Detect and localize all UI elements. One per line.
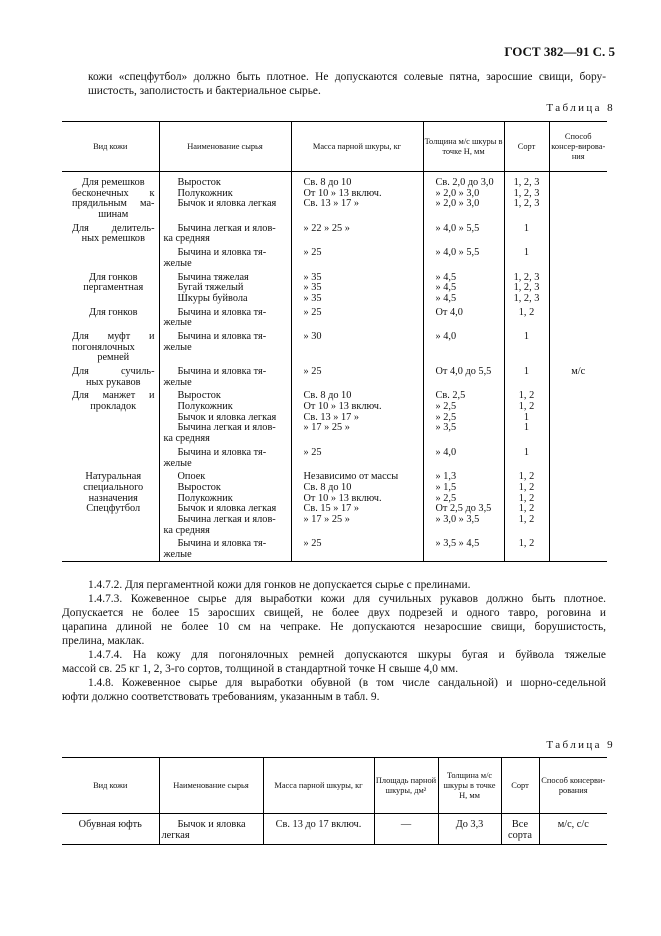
- t8-cell-line: От 4,0 до 5,5: [435, 366, 492, 377]
- th9-thickness: Толщина м/с шкуры в точке Н, мм: [438, 758, 501, 814]
- t9-grade: [501, 814, 539, 845]
- t8-cell-line: желые: [163, 257, 192, 269]
- paragraph: [62, 592, 606, 648]
- t8-cell-mass: [291, 388, 423, 444]
- t8-cell-name: [159, 469, 291, 536]
- intro-line: шистость, заполистость и бактериальное сырье.: [88, 85, 321, 97]
- t8-cell-line: Выросток: [177, 390, 221, 402]
- paragraph: [88, 578, 606, 592]
- t8-cell-line: 1, 2, 3: [513, 271, 540, 283]
- t8-cell-line: » 2,5: [435, 492, 457, 504]
- t8-cell-line: Бычок и яловка легкая: [177, 411, 277, 423]
- t8-cell-line: Для делитель-: [72, 222, 155, 234]
- t8-cell-line: Св. 2,5: [435, 390, 466, 402]
- t8-cell-line: » 3,5 » 4,5: [435, 538, 480, 550]
- table-9: [62, 757, 607, 845]
- t8-cell-mass: [291, 172, 423, 221]
- t8-cell-pres: [549, 172, 607, 221]
- t8-cell-kind: [62, 445, 159, 469]
- t8-cell-line: ных рукавов: [85, 376, 141, 388]
- t8-cell-line: 1, 2, 3: [513, 177, 540, 188]
- t8-cell-line: Натуральная: [85, 471, 142, 483]
- t8-cell-line: » 25: [303, 306, 322, 318]
- t8-cell-line: Бычина и яловка тя-: [177, 366, 267, 377]
- t9-preservation: м/с, с/с: [539, 814, 607, 845]
- t8-cell-line: Полукожник: [177, 492, 233, 504]
- t8-cell-line: Для манжет и: [72, 390, 155, 402]
- t8-cell-line: » 22 » 25 »: [303, 222, 350, 234]
- th9-grade: Сорт: [501, 758, 539, 814]
- t8-cell-pres: [549, 364, 607, 388]
- t8-cell-mass: [291, 221, 423, 245]
- t8-cell-thick: [423, 172, 504, 221]
- t8-cell-line: » 3,0 » 3,5: [435, 513, 480, 525]
- t8-cell-line: Бычина легкая и ялов-: [177, 513, 276, 525]
- t8-cell-line: » 1,5: [435, 481, 457, 493]
- t9-thickness: До 3,3: [438, 814, 501, 845]
- t8-cell-line: » 30: [303, 330, 322, 342]
- t8-cell-name: [159, 445, 291, 469]
- t8-cell-line: бесконечных к: [72, 187, 155, 199]
- t8-cell-line: 1, 2: [518, 492, 535, 504]
- t8-cell-line: » 4,0: [435, 330, 457, 342]
- t8-cell-line: Св. 13 » 17 »: [303, 411, 359, 423]
- t8-cell-line: 1: [523, 411, 530, 423]
- table8-row: [62, 536, 607, 561]
- t8-cell-line: 1, 2, 3: [513, 292, 540, 304]
- t8-cell-thick: [423, 469, 504, 536]
- t8-cell-pres: [549, 445, 607, 469]
- t8-cell-grade: [504, 329, 549, 364]
- t8-cell-line: ка средняя: [163, 233, 210, 245]
- t8-cell-thick: [423, 305, 504, 329]
- intro-paragraph: [88, 70, 606, 98]
- t8-cell-mass: [291, 305, 423, 329]
- t8-cell-line: » 2,5: [435, 411, 457, 423]
- t8-cell-grade: [504, 536, 549, 561]
- th9-name: Наименование сырья: [159, 758, 263, 814]
- t8-cell-line: Бычина и яловка тя-: [177, 247, 267, 259]
- t8-cell-name: [159, 305, 291, 329]
- t8-cell-line: Независимо от массы: [303, 471, 399, 483]
- th-preservation: Способ консер-вирова-ния: [549, 122, 607, 172]
- paragraph-line: 1.4.8. Кожевенное сырье для выработки обувной (в том числе сандальной) и шорно-седельной: [88, 677, 606, 689]
- t8-cell-line: Бычок и яловка легкая: [177, 503, 277, 515]
- t9-area: —: [374, 814, 438, 845]
- t8-cell-thick: [423, 536, 504, 561]
- t8-cell-line: Полукожник: [177, 187, 233, 199]
- t8-cell-line: Бычок и яловка легкая: [177, 198, 277, 210]
- t8-cell-kind: [62, 388, 159, 444]
- t8-cell-line: Св. 8 до 10: [303, 390, 352, 402]
- paragraph-line: Допускается не более 15 заросших свищей, не более двух подрезей и одного тавро, роговина и: [62, 607, 606, 619]
- t8-cell-line: От 10 » 13 включ.: [303, 492, 382, 504]
- t8-cell-kind: [62, 536, 159, 561]
- t8-cell-line: Бычина и яловка тя-: [177, 446, 267, 458]
- t8-cell-line: Св. 13 » 17 »: [303, 198, 359, 210]
- table8-row: [62, 469, 607, 536]
- t8-cell-line: От 10 » 13 включ.: [303, 187, 382, 199]
- t8-cell-line: желые: [163, 317, 192, 329]
- paragraph: [62, 648, 606, 676]
- table9-caption: Таблица 9: [546, 739, 615, 751]
- t8-cell-name: [159, 245, 291, 269]
- t8-cell-line: От 4,0: [435, 306, 463, 318]
- th-thickness: Толщина м/с шкуры в точке Н, мм: [423, 122, 504, 172]
- t8-cell-grade: [504, 388, 549, 444]
- t8-cell-name: [159, 172, 291, 221]
- t8-cell-name: [159, 388, 291, 444]
- t8-cell-line: ремней: [97, 352, 130, 364]
- t8-cell-mass: [291, 469, 423, 536]
- t8-cell-line: Для сучиль-: [72, 366, 155, 377]
- th-grade: Сорт: [504, 122, 549, 172]
- t9-grade-line: Все: [511, 819, 529, 830]
- t8-cell-line: » 25: [303, 538, 322, 550]
- t8-cell-line: Св. 2,0 до 3,0: [435, 177, 494, 188]
- page-header: ГОСТ 382—91 С. 5: [504, 44, 615, 59]
- paragraph-line: 1.4.7.2. Для пергаментной кожи для гонков не допускается сырье с прелинами.: [88, 579, 471, 591]
- t8-cell-pres: [549, 536, 607, 561]
- t8-cell-name: [159, 536, 291, 561]
- paragraph-line: царапина длиной не более 10 см на чепраке. Не допускаются незаросшие свищи, борушистость,: [62, 621, 606, 633]
- t8-cell-line: ка средняя: [163, 524, 210, 536]
- t8-cell-line: 1: [523, 330, 530, 342]
- t8-cell-line: От 2,5 до 3,5: [435, 503, 492, 515]
- t8-cell-grade: [504, 221, 549, 245]
- t8-cell-thick: [423, 221, 504, 245]
- t8-cell-line: Выросток: [177, 177, 221, 188]
- t8-cell-kind: [62, 270, 159, 305]
- paragraph-line: 1.4.7.3. Кожевенное сырье для выработки кожи для сучильных рукавов должно быть плотное.: [88, 593, 606, 605]
- t8-cell-line: прядильным ма-: [72, 198, 155, 210]
- table8-row: [62, 388, 607, 444]
- t8-cell-line: 1, 2: [518, 390, 535, 402]
- body-paragraphs: [62, 578, 606, 704]
- t8-cell-line: 1, 2, 3: [513, 282, 540, 294]
- t8-cell-kind: [62, 469, 159, 536]
- th9-preservation: Способ консерви-рования: [539, 758, 607, 814]
- paragraph-line: юфти должно соответствовать требованиям, указанным в табл. 9.: [62, 691, 380, 703]
- t8-cell-line: м/с: [571, 366, 586, 377]
- t8-cell-line: ных ремешков: [81, 233, 145, 245]
- t8-cell-line: От 10 » 13 включ.: [303, 401, 382, 413]
- t8-cell-pres: [549, 305, 607, 329]
- t8-cell-line: » 2,0 » 3,0: [435, 187, 480, 199]
- t8-cell-line: » 25: [303, 247, 322, 259]
- t8-cell-line: 1: [523, 366, 530, 377]
- t8-cell-line: Св. 15 » 17 »: [303, 503, 359, 515]
- paragraph: [62, 676, 606, 704]
- table8-row: [62, 172, 607, 221]
- t8-cell-kind: [62, 245, 159, 269]
- t8-cell-mass: [291, 329, 423, 364]
- t8-cell-line: » 4,0: [435, 446, 457, 458]
- t8-cell-line: ка средняя: [163, 433, 210, 445]
- table8-caption: Таблица 8: [546, 102, 615, 114]
- t8-cell-line: » 4,0 » 5,5: [435, 247, 480, 259]
- t8-cell-line: Бычина легкая и ялов-: [177, 422, 276, 434]
- t8-cell-line: Бычина и яловка тя-: [177, 330, 267, 342]
- t8-cell-line: назначения: [88, 492, 138, 504]
- t8-cell-line: Бычина тяжелая: [177, 271, 249, 283]
- t8-cell-pres: [549, 469, 607, 536]
- t8-cell-line: » 17 » 25 »: [303, 422, 350, 434]
- t8-cell-kind: [62, 305, 159, 329]
- t8-cell-grade: [504, 469, 549, 536]
- t8-cell-kind: [62, 329, 159, 364]
- t8-cell-mass: [291, 364, 423, 388]
- table8-row: [62, 305, 607, 329]
- t8-cell-line: » 4,5: [435, 292, 457, 304]
- t8-cell-mass: [291, 270, 423, 305]
- t8-cell-line: желые: [163, 376, 192, 388]
- th-name: Наименование сырья: [159, 122, 291, 172]
- th9-kind: Вид кожи: [62, 758, 159, 814]
- t8-cell-line: 1, 2: [518, 401, 535, 413]
- t8-cell-kind: [62, 364, 159, 388]
- t9-mass: Св. 13 до 17 включ.: [263, 814, 374, 845]
- t8-cell-line: желые: [163, 341, 192, 353]
- t8-cell-grade: [504, 364, 549, 388]
- t8-cell-line: 1, 2: [518, 481, 535, 493]
- t9-kind: Обувная юфть: [62, 814, 159, 845]
- t8-cell-line: специального: [83, 481, 144, 493]
- t8-cell-line: 1: [523, 247, 530, 259]
- t8-cell-line: Полукожник: [177, 401, 233, 413]
- table8-row: [62, 329, 607, 364]
- table8-row: [62, 245, 607, 269]
- t9-name-line: легкая: [161, 829, 190, 841]
- t8-cell-line: пергаментная: [83, 282, 144, 294]
- table8-row: [62, 270, 607, 305]
- t8-cell-line: Бугай тяжелый: [177, 282, 244, 294]
- t8-cell-line: » 25: [303, 446, 322, 458]
- table9-header-row: [62, 758, 607, 814]
- t8-cell-thick: [423, 329, 504, 364]
- t8-cell-grade: [504, 305, 549, 329]
- t8-cell-line: Опоек: [177, 471, 206, 483]
- t8-cell-line: » 4,0 » 5,5: [435, 222, 480, 234]
- t8-cell-line: » 3,5: [435, 422, 457, 434]
- t8-cell-line: Для ремешков: [81, 177, 145, 188]
- t8-cell-pres: [549, 221, 607, 245]
- t8-cell-line: Для муфт и: [72, 330, 155, 342]
- t8-cell-mass: [291, 445, 423, 469]
- intro-line: кожи «спецфутбол» должно быть плотное. Не допускаются солевые пятна, заросшие свищи, бору-: [88, 71, 606, 83]
- t8-cell-line: » 2,5: [435, 401, 457, 413]
- t8-cell-kind: [62, 172, 159, 221]
- t8-cell-line: » 4,5: [435, 282, 457, 294]
- t8-cell-line: Бычина легкая и ялов-: [177, 222, 276, 234]
- t8-cell-pres: [549, 329, 607, 364]
- t8-cell-line: » 4,5: [435, 271, 457, 283]
- t8-cell-mass: [291, 245, 423, 269]
- t8-cell-line: Св. 8 до 10: [303, 481, 352, 493]
- th-kind: Вид кожи: [62, 122, 159, 172]
- t8-cell-pres: [549, 388, 607, 444]
- t8-cell-line: » 35: [303, 292, 322, 304]
- t8-cell-kind: [62, 221, 159, 245]
- t8-cell-thick: [423, 364, 504, 388]
- table8-header-row: [62, 122, 607, 172]
- t8-cell-line: » 1,3: [435, 471, 457, 483]
- table-8: [62, 121, 607, 562]
- t8-cell-line: Шкуры буйвола: [177, 292, 248, 304]
- t8-cell-thick: [423, 245, 504, 269]
- t8-cell-line: прокладок: [90, 401, 137, 413]
- t8-cell-line: » 17 » 25 »: [303, 513, 350, 525]
- t8-cell-name: [159, 221, 291, 245]
- t8-cell-line: 1, 2: [518, 503, 535, 515]
- t8-cell-line: 1, 2, 3: [513, 187, 540, 199]
- t8-cell-line: Бычина и яловка тя-: [177, 538, 267, 550]
- t8-cell-line: погонялочных: [72, 341, 135, 353]
- t8-cell-line: » 35: [303, 271, 322, 283]
- t8-cell-line: желые: [163, 549, 192, 560]
- t8-cell-line: Св. 8 до 10: [303, 177, 352, 188]
- t8-cell-line: шинам: [98, 209, 129, 221]
- t8-cell-line: Спецфутбол: [86, 503, 141, 515]
- t8-cell-grade: [504, 245, 549, 269]
- t8-cell-line: 1, 2: [518, 306, 535, 318]
- t8-cell-line: » 25: [303, 366, 322, 377]
- t8-cell-name: [159, 270, 291, 305]
- t8-cell-thick: [423, 445, 504, 469]
- t8-cell-name: [159, 364, 291, 388]
- t8-cell-line: 1, 2, 3: [513, 198, 540, 210]
- t8-cell-grade: [504, 445, 549, 469]
- t8-cell-line: 1, 2: [518, 471, 535, 483]
- t8-cell-pres: [549, 270, 607, 305]
- t8-cell-line: » 35: [303, 282, 322, 294]
- t9-grade-line: сорта: [508, 829, 532, 841]
- th-mass: Масса парной шкуры, кг: [291, 122, 423, 172]
- t8-cell-pres: [549, 245, 607, 269]
- t8-cell-line: 1: [523, 446, 530, 458]
- t8-cell-line: 1, 2: [518, 513, 535, 525]
- t8-cell-grade: [504, 172, 549, 221]
- t8-cell-line: Бычина и яловка тя-: [177, 306, 267, 318]
- t8-cell-line: желые: [163, 457, 192, 469]
- table8-row: [62, 221, 607, 245]
- table8-row: [62, 445, 607, 469]
- paragraph-line: прелина, маклак.: [62, 635, 145, 647]
- paragraph-line: 1.4.7.4. На кожу для погонялочных ремней допускаются шкуры бугая и буйвола тяжелые: [88, 649, 606, 661]
- t8-cell-line: Выросток: [177, 481, 221, 493]
- th9-mass: Масса парной шкуры, кг: [263, 758, 374, 814]
- t8-cell-mass: [291, 536, 423, 561]
- t9-name: [159, 814, 263, 845]
- t9-name-line: Бычок и яловка: [177, 819, 246, 830]
- table9-row: [62, 814, 607, 845]
- t8-cell-line: 1: [523, 222, 530, 234]
- t8-cell-line: Для гонков: [88, 271, 138, 283]
- t8-cell-name: [159, 329, 291, 364]
- t8-cell-thick: [423, 270, 504, 305]
- t8-cell-grade: [504, 270, 549, 305]
- paragraph-line: массой св. 25 кг 1, 2, 3-го сортов, толщиной в стандартной точке Н свыше 4,0 мм.: [62, 663, 459, 675]
- t8-cell-line: Для гонков: [88, 306, 138, 318]
- t8-cell-line: 1, 2: [518, 538, 535, 550]
- t8-cell-line: » 2,0 » 3,0: [435, 198, 480, 210]
- table8-row: [62, 364, 607, 388]
- t8-cell-thick: [423, 388, 504, 444]
- t8-cell-line: 1: [523, 422, 530, 434]
- th9-area: Площадь парной шкуры, дм²: [374, 758, 438, 814]
